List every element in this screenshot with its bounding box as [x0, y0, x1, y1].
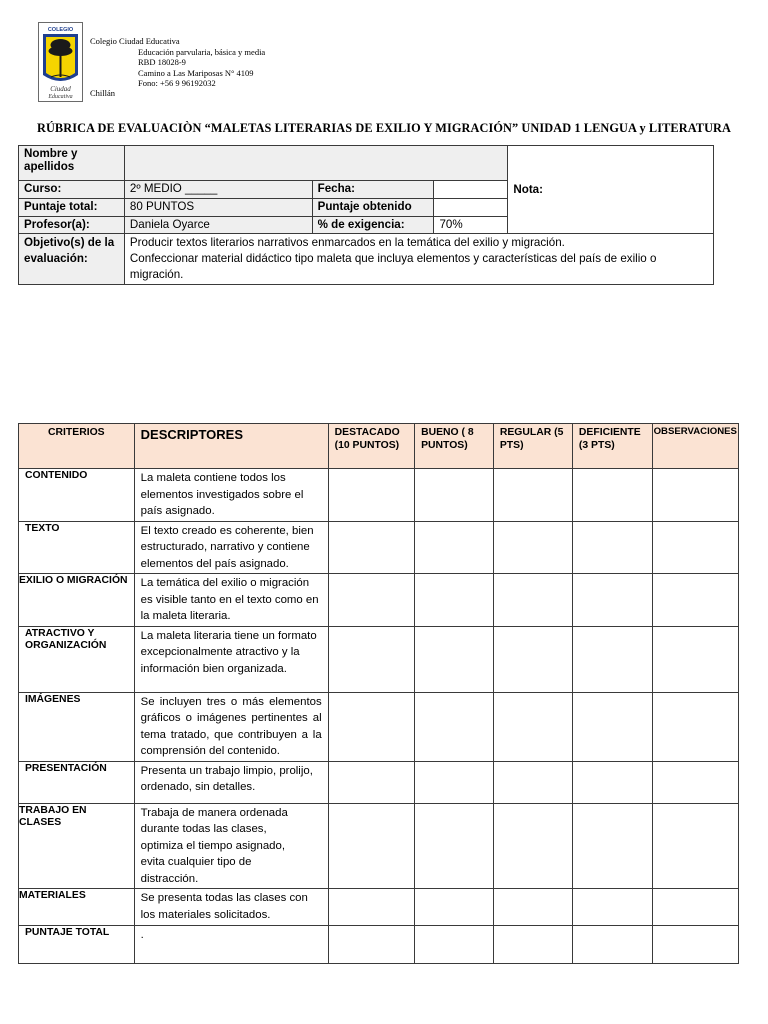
score-cell-regular[interactable]	[493, 692, 572, 761]
header-observations: OBSERVACIONES	[652, 424, 738, 469]
score-cell-deficient[interactable]	[572, 626, 652, 692]
header-good: BUENO ( 8 PUNTOS)	[415, 424, 494, 469]
score-cell-regular[interactable]	[493, 521, 572, 574]
score-cell-outstanding[interactable]	[328, 803, 414, 889]
observations-cell[interactable]	[652, 889, 738, 926]
observations-cell[interactable]	[652, 803, 738, 889]
score-cell-outstanding[interactable]	[328, 469, 414, 522]
score-cell-good[interactable]	[415, 803, 494, 889]
score-cell-good[interactable]	[415, 521, 494, 574]
score-cell-deficient[interactable]	[572, 469, 652, 522]
school-rbd: RBD 18028-9	[138, 57, 186, 67]
score-cell-outstanding[interactable]	[328, 692, 414, 761]
observations-cell[interactable]	[652, 574, 738, 627]
score-cell-deficient[interactable]	[572, 803, 652, 889]
header-deficient: DEFICIENTE (3 PTS)	[572, 424, 652, 469]
score-cell-outstanding[interactable]	[328, 889, 414, 926]
requirement-label: % de exigencia:	[312, 217, 434, 234]
school-name: Colegio Ciudad Educativa	[90, 36, 180, 46]
school-crest-icon	[39, 23, 82, 101]
score-cell-deficient[interactable]	[572, 926, 652, 964]
rubric-header-row	[19, 424, 739, 469]
score-cell-deficient[interactable]	[572, 889, 652, 926]
observations-cell[interactable]	[652, 626, 738, 692]
student-info-table	[18, 145, 714, 285]
criterion-cell: PUNTAJE TOTAL	[19, 926, 135, 964]
date-label: Fecha:	[312, 181, 434, 199]
descriptor-cell: La maleta contiene todos los elementos investigados sobre el país asignado.	[134, 469, 328, 522]
score-cell-regular[interactable]	[493, 761, 572, 803]
name-field[interactable]	[124, 146, 507, 181]
school-city: Chillán	[90, 88, 116, 98]
criterion-cell: EXILIO O MIGRACIÓN	[19, 574, 135, 627]
total-value: 80 PUNTOS	[124, 199, 312, 217]
course-value: 2º MEDIO _____	[124, 181, 312, 199]
total-label: Puntaje total:	[19, 199, 125, 217]
criterion-cell: ATRACTIVO Y ORGANIZACIÓN	[19, 626, 135, 692]
observations-cell[interactable]	[652, 761, 738, 803]
obtained-field[interactable]	[434, 199, 508, 217]
descriptor-cell: .	[134, 926, 328, 964]
table-row	[19, 889, 739, 926]
criterion-cell: MATERIALES	[19, 889, 135, 926]
score-cell-good[interactable]	[415, 692, 494, 761]
header-descriptors: DESCRIPTORES	[134, 424, 328, 469]
criterion-cell: IMÁGENES	[19, 692, 135, 761]
course-label: Curso:	[19, 181, 125, 199]
descriptor-cell: El texto creado es coherente, bien estructurado, narrativo y contiene elementos del país asignado.	[134, 521, 328, 574]
school-info	[90, 36, 266, 98]
score-cell-deficient[interactable]	[572, 574, 652, 627]
descriptor-cell: Se presenta todas las clases con los materiales solicitados.	[134, 889, 328, 926]
score-cell-outstanding[interactable]	[328, 761, 414, 803]
criterion-cell: CONTENIDO	[19, 469, 135, 522]
school-phone: Fono: +56 9 96192032	[138, 78, 216, 88]
grade-cell[interactable]	[508, 146, 714, 234]
observations-cell[interactable]	[652, 469, 738, 522]
document-title: RÚBRICA DE EVALUACIÒN “MALETAS LITERARIAS DE EXILIO Y MIGRACIÓN” UNIDAD 1 LENGUA y LITERATURA	[36, 121, 732, 135]
objective-text	[124, 234, 713, 285]
score-cell-good[interactable]	[415, 469, 494, 522]
table-row	[19, 692, 739, 761]
score-cell-good[interactable]	[415, 926, 494, 964]
requirement-value: 70%	[434, 217, 508, 234]
score-cell-good[interactable]	[415, 889, 494, 926]
descriptor-cell: La temática del exilio o migración es visible tanto en el texto como en la maleta literaria.	[134, 574, 328, 627]
logo-top-text: COLEGIO	[47, 27, 74, 33]
name-label: Nombre y apellidos	[19, 146, 125, 181]
score-cell-regular[interactable]	[493, 926, 572, 964]
school-levels: Educación parvularia, básica y media	[138, 46, 266, 57]
logo-script-line2: Educativa	[48, 94, 73, 100]
rubric-table	[18, 423, 739, 964]
score-cell-regular[interactable]	[493, 889, 572, 926]
score-cell-deficient[interactable]	[572, 521, 652, 574]
table-row-total	[19, 926, 739, 964]
observations-cell[interactable]	[652, 521, 738, 574]
obtained-label: Puntaje obtenido	[312, 199, 434, 217]
descriptor-cell: Se incluyen tres o más elementos gráficos o imágenes pertinentes al tema tratado, que contribuyen a la comprensión del contenido.	[134, 692, 328, 761]
header-outstanding: DESTACADO (10 PUNTOS)	[328, 424, 414, 469]
objective-label: Objetivo(s) de la evaluación:	[19, 234, 125, 285]
table-row	[19, 761, 739, 803]
observations-cell[interactable]	[652, 692, 738, 761]
score-cell-regular[interactable]	[493, 803, 572, 889]
teacher-label: Profesor(a):	[19, 217, 125, 234]
score-cell-good[interactable]	[415, 626, 494, 692]
header-regular: REGULAR (5 PTS)	[493, 424, 572, 469]
score-cell-regular[interactable]	[493, 469, 572, 522]
score-cell-deficient[interactable]	[572, 761, 652, 803]
table-row	[19, 626, 739, 692]
criterion-cell: TRABAJO EN CLASES	[19, 803, 135, 889]
observations-cell[interactable]	[652, 926, 738, 964]
criterion-cell: TEXTO	[19, 521, 135, 574]
descriptor-cell: La maleta literaria tiene un formato excepcionalmente atractivo y la información bien organizada.	[134, 626, 328, 692]
header-criteria: CRITERIOS	[19, 424, 135, 469]
logo-script-line1: Ciudad	[50, 85, 71, 93]
date-field[interactable]	[434, 181, 508, 199]
descriptor-cell: Presenta un trabajo limpio, prolijo, ordenado, sin detalles.	[134, 761, 328, 803]
score-cell-outstanding[interactable]	[328, 574, 414, 627]
criterion-cell: PRESENTACIÓN	[19, 761, 135, 803]
table-row	[19, 521, 739, 574]
objective-line-2: Confeccionar material didáctico tipo maleta que incluya elementos y características del país de exilio o migración.	[129, 252, 657, 281]
grade-label: Nota:	[513, 183, 543, 196]
teacher-value: Daniela Oyarce	[124, 217, 312, 234]
table-row	[19, 574, 739, 627]
descriptor-text: Trabaja de manera ordenada durante todas las clases, optimiza el tiempo asignado, evita cualquier tipo de distracción.	[140, 806, 288, 885]
score-cell-outstanding[interactable]	[328, 926, 414, 964]
school-logo	[38, 22, 83, 102]
table-row	[19, 803, 739, 889]
table-row	[19, 469, 739, 522]
score-cell-deficient[interactable]	[572, 692, 652, 761]
score-cell-outstanding[interactable]	[328, 521, 414, 574]
score-cell-good[interactable]	[415, 761, 494, 803]
score-cell-good[interactable]	[415, 574, 494, 627]
score-cell-outstanding[interactable]	[328, 626, 414, 692]
descriptor-cell	[134, 803, 328, 889]
school-address: Camino a Las Mariposas N° 4109	[138, 67, 254, 78]
objective-line-1: Producir textos literarios narrativos enmarcados en la temática del exilio y migración.	[129, 236, 565, 249]
score-cell-regular[interactable]	[493, 574, 572, 627]
score-cell-regular[interactable]	[493, 626, 572, 692]
